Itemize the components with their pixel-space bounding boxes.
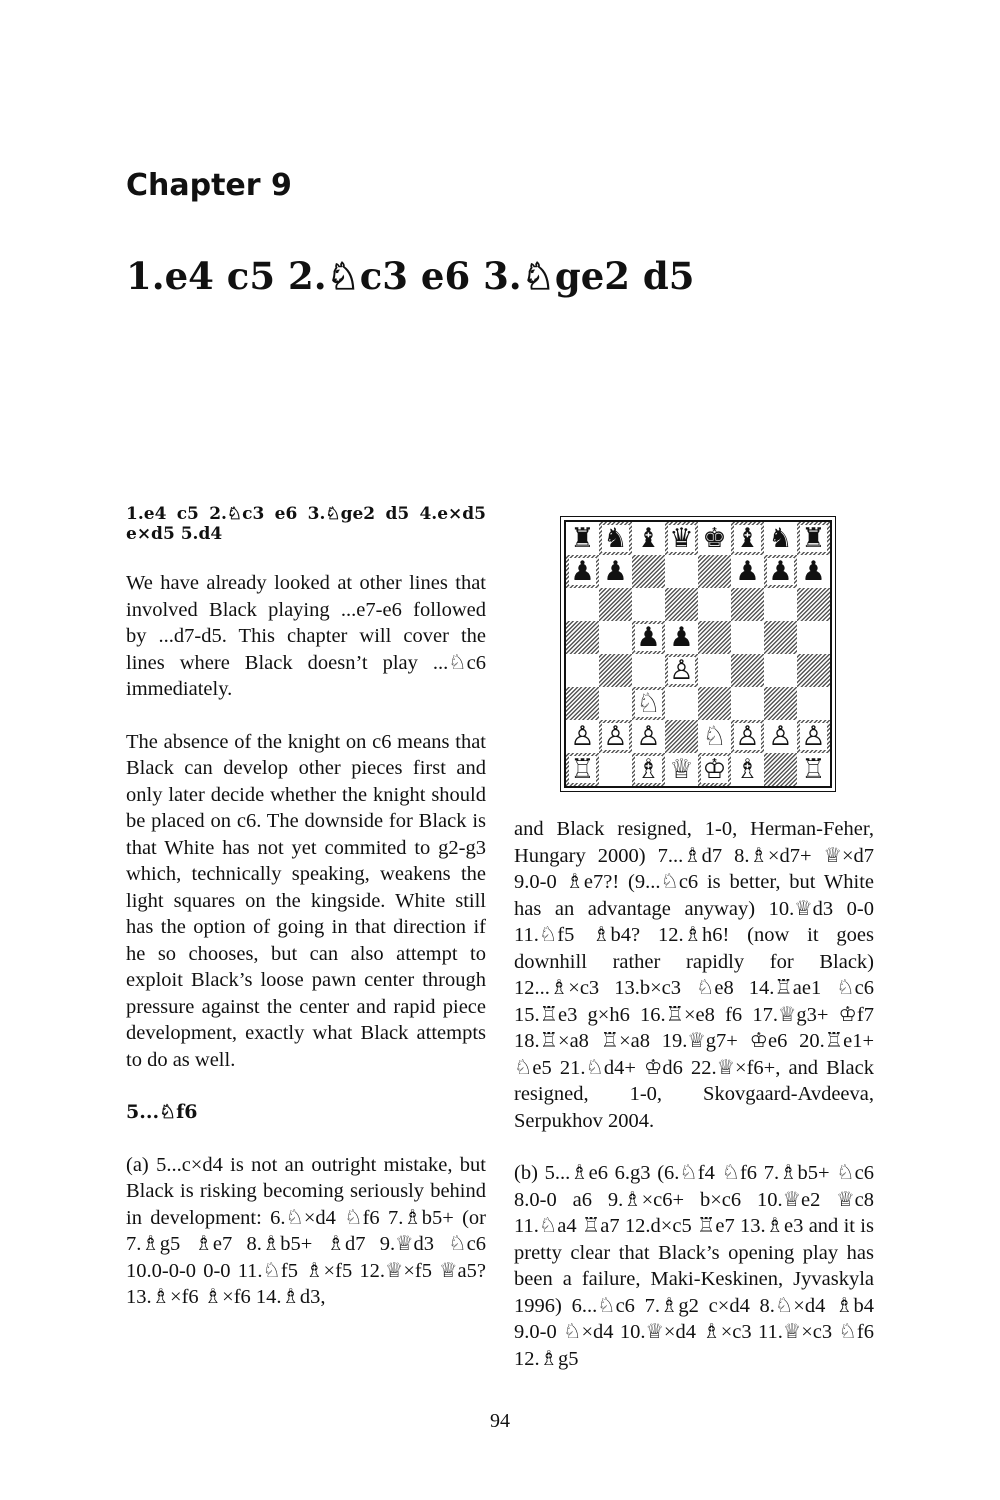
square-g4: [764, 654, 797, 687]
chess-piece: ♝: [735, 523, 760, 554]
variation-b-paragraph: (b) 5...♗e6 6.g3 (6.♘f4 ♘f6 7.♗b5+ ♘c6 8.0-0 a6 9.♗×c6+ b×c6 10.♕e2 ♕c8 11.♘a4 ♖a7 12.d×c5 ♖e7 13.♗e3 and it is pretty clear that Black’s opening play has been a failure, Maki-Keskinen, Jyvaskyla 1996) 6...♘c6 7.♗g2 c×d4 8.♘×d4 ♗b4 9.0-0 ♘×d4 10.♕×d4 ♗×c3 11.♕×c3 ♘f6 12.♗g5: [514, 1162, 874, 1370]
chess-piece: ♙: [768, 721, 793, 752]
square-c4: [632, 654, 665, 687]
chess-board: [564, 520, 832, 788]
square-d8: [665, 522, 698, 555]
square-e7: [698, 555, 731, 588]
page-number: 94: [490, 1410, 510, 1432]
square-e4: [698, 654, 731, 687]
square-a4: [566, 654, 599, 687]
square-d4: [665, 654, 698, 687]
square-e6: [698, 588, 731, 621]
square-f6: [731, 588, 764, 621]
square-h6: [797, 588, 830, 621]
square-g8: [764, 522, 797, 555]
chess-piece: ♟: [570, 556, 595, 587]
subheading-move: 5...♘f6: [126, 1101, 198, 1123]
chess-piece: ♙: [603, 721, 628, 752]
chess-piece: ♙: [636, 721, 661, 752]
square-h7: [797, 555, 830, 588]
chess-piece: ♟: [669, 622, 694, 653]
square-e3: [698, 687, 731, 720]
variation-a-continuation: and Black resigned, 1-0, Herman-Feher, Hungary 2000) 7...♗d7 8.♗×d7+ ♕×d7 9.0-0 ♗e7?! (9...♘c6 is better, but White has an advantage anyway) 10.♕d3 0-0 11.♘f5 ♗b4? 12.♗h6! (now it goes downhill rather rapidly for Black) 12...♗×c3 13.b×c3 ♘e8 14.♖ae1 ♘c6 15.♖e3 g×h6 16.♖×e8 f6 17.♕g3+ ♔f7 18.♖×a8 ♖×a8 19.♕g7+ ♔e6 20.♖e1+ ♘e5 21.♘d4+ ♔d6 22.♕×f6+, and Black resigned, 1-0, Skovgaard-Avdeeva, Serpukhov 2004.: [514, 818, 874, 1132]
chess-piece: ♛: [669, 523, 694, 554]
square-h8: [797, 522, 830, 555]
square-a2: [566, 720, 599, 753]
chess-piece: ♗: [735, 754, 760, 785]
chess-piece: ♝: [636, 523, 661, 554]
chess-diagram: [560, 516, 836, 792]
chess-piece: ♟: [636, 622, 661, 653]
square-f1: [731, 753, 764, 786]
square-e5: [698, 621, 731, 654]
square-f4: [731, 654, 764, 687]
square-c8: [632, 522, 665, 555]
square-c7: [632, 555, 665, 588]
square-g3: [764, 687, 797, 720]
square-a3: [566, 687, 599, 720]
square-c6: [632, 588, 665, 621]
square-b3: [599, 687, 632, 720]
square-c5: [632, 621, 665, 654]
square-f2: [731, 720, 764, 753]
square-g7: [764, 555, 797, 588]
square-d3: [665, 687, 698, 720]
square-g5: [764, 621, 797, 654]
chess-piece: ♜: [801, 523, 826, 554]
chess-piece: ♞: [603, 523, 628, 554]
main-line-moves: 1.e4 c5 2.♘c3 e6 3.♘ge2 d5 4.e×d5 e×d5 5.d4: [126, 504, 486, 544]
chess-piece: ♟: [603, 556, 628, 587]
chess-piece: ♜: [570, 523, 595, 554]
square-h2: [797, 720, 830, 753]
chess-piece: ♙: [735, 721, 760, 752]
chess-piece: ♘: [636, 688, 661, 719]
chess-piece: ♙: [801, 721, 826, 752]
square-d7: [665, 555, 698, 588]
square-f7: [731, 555, 764, 588]
chess-piece: ♙: [570, 721, 595, 752]
chess-piece: ♚: [702, 523, 727, 554]
square-f5: [731, 621, 764, 654]
chapter-label: Chapter 9: [126, 168, 292, 203]
chess-piece: ♟: [768, 556, 793, 587]
square-h1: [797, 753, 830, 786]
square-a8: [566, 522, 599, 555]
square-b1: [599, 753, 632, 786]
square-b2: [599, 720, 632, 753]
square-b7: [599, 555, 632, 588]
square-b4: [599, 654, 632, 687]
square-a5: [566, 621, 599, 654]
square-a7: [566, 555, 599, 588]
chapter-title: 1.e4 c5 2.♘c3 e6 3.♘ge2 d5: [126, 254, 695, 298]
square-c3: [632, 687, 665, 720]
chess-piece: ♕: [669, 754, 694, 785]
square-f3: [731, 687, 764, 720]
chess-piece: ♗: [636, 754, 661, 785]
chess-piece: ♟: [735, 556, 760, 587]
right-column: [514, 816, 874, 1372]
body-paragraph: The absence of the knight on c6 means that Black can develop other pieces first and only later decide whether the knight should be placed on c6. The downside for Black is that White has not yet commited to g2-g3 which, technically speaking, weakens the light squares on the kingside. White still has the option of going in that direction if he so chooses, but can also attempt to exploit Black’s loose pawn center through pressure against the center and rapid piece development, exactly what Black attempts to do as well.: [126, 730, 486, 1071]
left-column: [126, 504, 486, 1311]
square-b6: [599, 588, 632, 621]
square-c2: [632, 720, 665, 753]
square-a6: [566, 588, 599, 621]
square-e1: [698, 753, 731, 786]
square-b8: [599, 522, 632, 555]
square-d2: [665, 720, 698, 753]
chess-piece: ♞: [768, 523, 793, 554]
square-h5: [797, 621, 830, 654]
chess-piece: ♙: [669, 655, 694, 686]
chess-piece: ♘: [702, 721, 727, 752]
chess-piece: ♖: [801, 754, 826, 785]
chess-piece: ♖: [570, 754, 595, 785]
square-g1: [764, 753, 797, 786]
square-e2: [698, 720, 731, 753]
square-d6: [665, 588, 698, 621]
chess-piece: ♔: [702, 754, 727, 785]
intro-paragraph: We have already looked at other lines that involved Black playing ...e7-e6 followed by ...d7-d5. This chapter will cover the lines where Black doesn’t play ...♘c6 immediately.: [126, 572, 486, 700]
square-a1: [566, 753, 599, 786]
square-e8: [698, 522, 731, 555]
square-f8: [731, 522, 764, 555]
variation-a-paragraph: (a) 5...c×d4 is not an outright mistake, but Black is risking becoming seriously behind in development: 6.♘×d4 ♘f6 7.♗b5+ (or 7.♗g5 ♗e7 8.♗b5+ ♗d7 9.♕d3 ♘c6 10.0-0-0 0-0 11.♘f5 ♗×f5 12.♕×f5 ♕a5? 13.♗×f6 ♗×f6 14.♗d3,: [126, 1153, 486, 1308]
square-g6: [764, 588, 797, 621]
square-d5: [665, 621, 698, 654]
chess-piece: ♟: [801, 556, 826, 587]
square-h4: [797, 654, 830, 687]
square-b5: [599, 621, 632, 654]
square-h3: [797, 687, 830, 720]
square-g2: [764, 720, 797, 753]
square-c1: [632, 753, 665, 786]
square-d1: [665, 753, 698, 786]
